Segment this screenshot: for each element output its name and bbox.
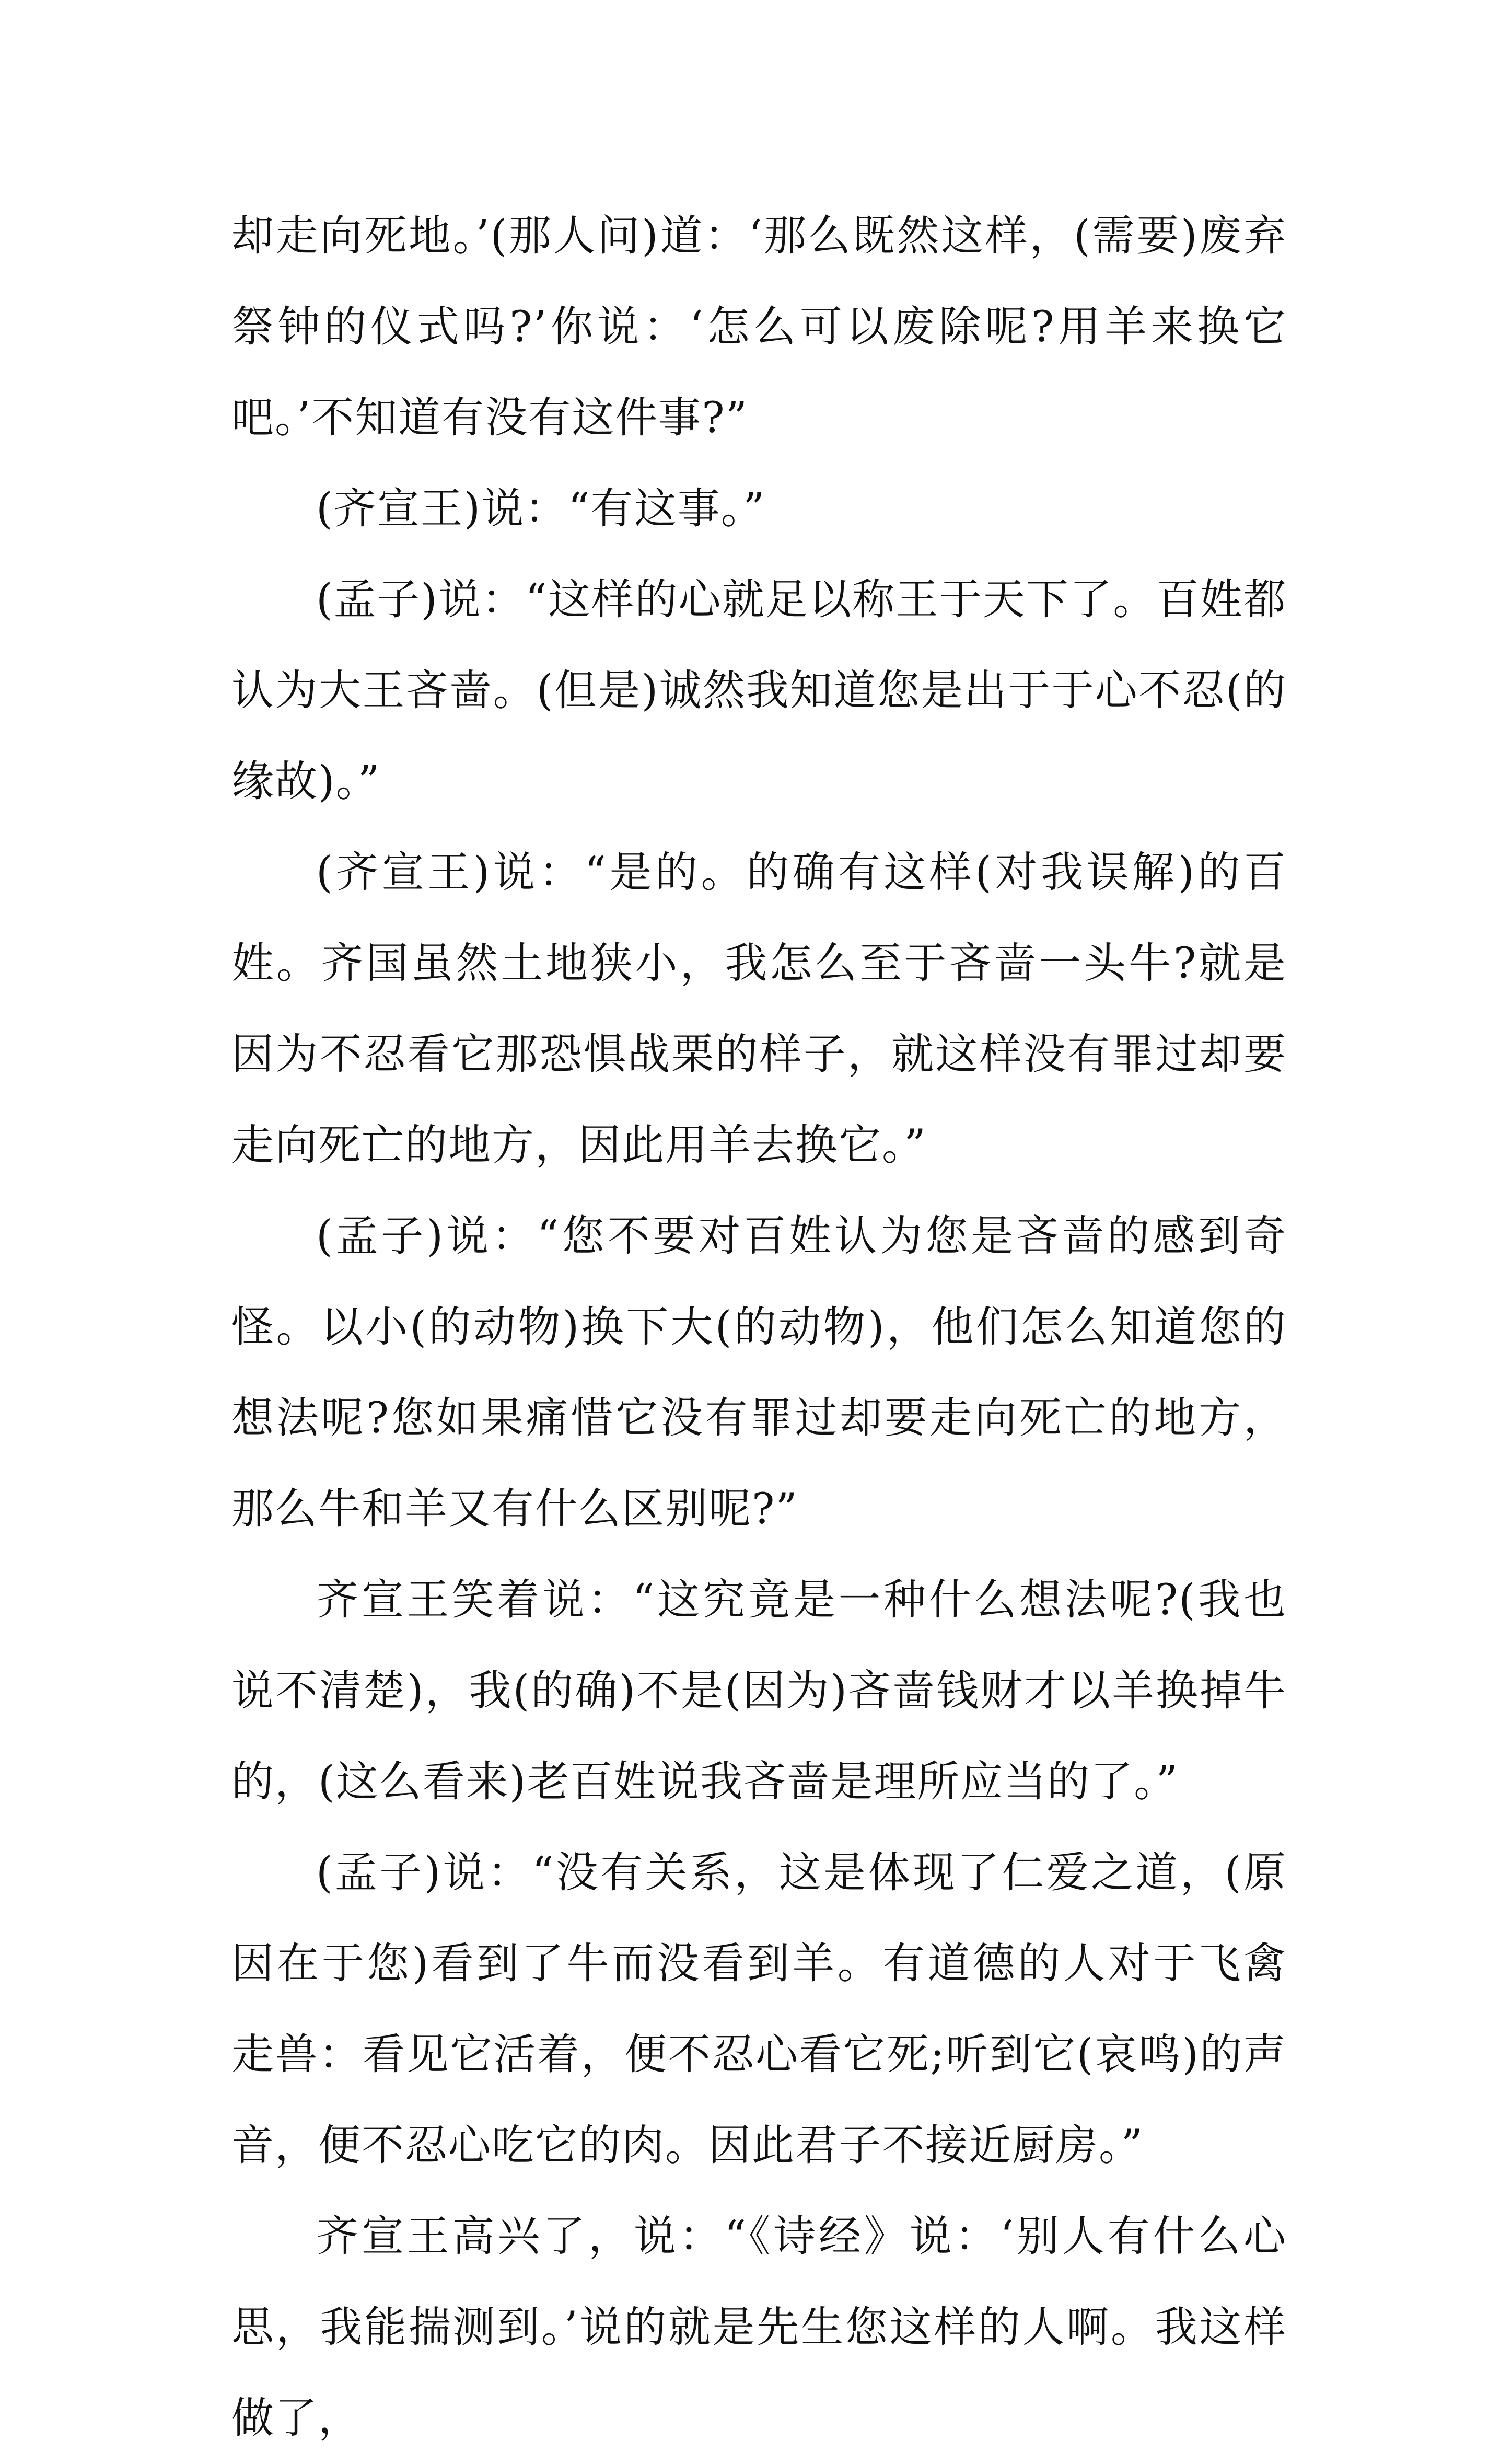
paragraph-7: (孟子)说：“没有关系，这是体现了仁爱之道，(原因在于您)看到了牛而没看到羊。有道德的人对于飞禽走兽：看见它活着，便不忍心看它死;听到它(哀鸣)的声音，便不忍心吃它的肉。因此君子不接近厨房。”: [231, 1848, 1287, 2170]
paragraph-1: 却走向死地。’(那人问)道：‘那么既然这样，(需要)废弃祭钟的仪式吗?’你说：‘怎么可以废除呢?用羊来换它吧。’不知道有没有这件事?”: [231, 212, 1287, 443]
paragraph-6: 齐宣王笑着说：“这究竟是一种什么想法呢?(我也说不清楚)，我(的确)不是(因为)吝啬钱财才以羊换掉牛的，(这么看来)老百姓说我吝啬是理所应当的了。”: [231, 1576, 1287, 1807]
paragraph-4: (齐宣王)说：“是的。的确有这样(对我误解)的百姓。齐国虽然土地狭小，我怎么至于吝啬一头牛?就是因为不忍看它那恐惧战栗的样子，就这样没有罪过却要走向死亡的地方，因此用羊去换它。”: [231, 848, 1287, 1170]
document-body: [231, 191, 1287, 2464]
paragraph-5: (孟子)说：“您不要对百姓认为您是吝啬的感到奇怪。以小(的动物)换下大(的动物)，他们怎么知道您的想法呢?您如果痛惜它没有罪过却要走向死亡的地方，那么牛和羊又有什么区别呢?”: [231, 1212, 1287, 1534]
paragraph-8: 齐宣王高兴了，说：“《诗经》说：‘别人有什么心思，我能揣测到。’说的就是先生您这样的人啊。我这样做了，: [231, 2212, 1287, 2443]
paragraph-2: (齐宣王)说：“有这事。”: [316, 484, 766, 534]
paragraph-3: (孟子)说：“这样的心就足以称王于天下了。百姓都认为大王吝啬。(但是)诚然我知道您是出于于心不忍(的缘故)。”: [231, 575, 1287, 806]
